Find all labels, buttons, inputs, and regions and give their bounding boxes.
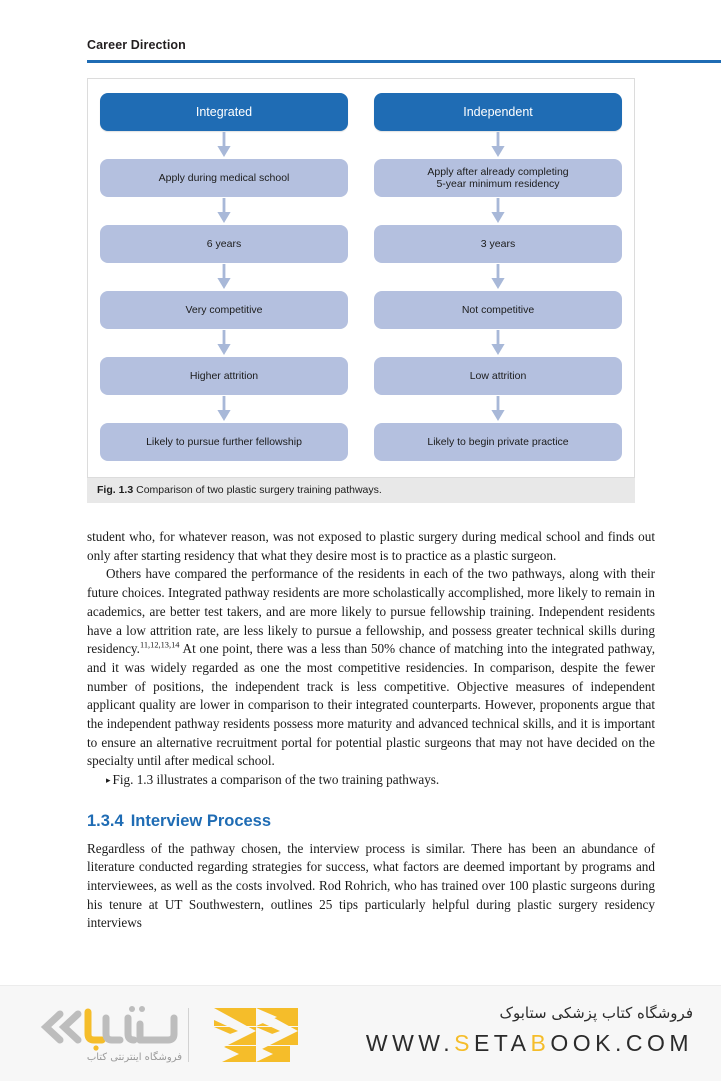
figure-cross-reference: [87, 771, 655, 790]
header-rule: [87, 60, 721, 63]
arrow-down-icon: [374, 197, 622, 225]
section-number: 1.3.4: [87, 811, 124, 830]
flowchart: [100, 93, 622, 461]
arrow-down-icon: [100, 329, 348, 357]
flow-step: Not competitive: [374, 291, 622, 329]
arrow-down-icon: [100, 131, 348, 159]
url-part-www: WWW.: [365, 1030, 455, 1056]
figure-caption-label: Fig. 1.3: [97, 484, 134, 496]
paragraph-interview-process: Regardless of the pathway chosen, the interview process is similar. There has been an abundance of literature conducted regarding strategies for success, what factors are deemed important by programs and interviewees, as well as the costs involved. Rod Rohrich, who has trained over 100 plastic surgeons during his tenure at UT Southwestern, outlines 25 tips particularly helpful during plastic surgery residency interviews: [87, 840, 655, 931]
arrow-down-icon: [374, 263, 622, 291]
page-title: [87, 812, 655, 831]
triangle-right-icon: ▸: [106, 775, 111, 786]
url-part-ookcom: OOK.COM: [550, 1030, 693, 1056]
paragraph-text-before-citation: Others have compared the performance of the residents in each of the two pathways, along with their future choices. Integrated pathway residents are more scholastically accomplished, more likely to remain in academics, are better test takers, and are more likely to pursue fellowship training. Independent residents have a low attrition rate, are less likely to pursue a fellowship, and possess greater technical skills during residency.: [87, 566, 655, 657]
site-tagline-fa: فروشگاه کتاب پزشکی ستابوک: [499, 1004, 693, 1022]
chevron-logo-icon: [208, 1006, 304, 1069]
flow-step: Higher attrition: [100, 357, 348, 395]
setabook-wordmark-icon: [36, 1004, 182, 1059]
flow-step: Apply during medical school: [100, 159, 348, 197]
paragraph-text-after-citation: At one point, there was a less than 50% chance of matching into the integrated pathway, and it was widely regarded as one the most competitive residencies. In comparison, despite the fewer number of positions, the independent track is less competitive. Objective measures of independent applicant quality are lower in comparison to their integrated counterparts. However, proponents argue that the independent pathway residents possess more maturity and advanced technical skills, and it is important to ensure an alternative recruitment portal for potential plastic surgeons that may not have decided on the specialty until after medical school.: [87, 641, 655, 769]
running-head: Career Direction: [87, 38, 186, 52]
arrow-down-icon: [100, 197, 348, 225]
citation-reference: 11,12,13,14: [139, 640, 180, 650]
flow-column-integrated: [100, 93, 348, 461]
flow-header-independent: Independent: [374, 93, 622, 131]
figure-1-3: [87, 78, 635, 503]
logo-divider: [188, 1008, 189, 1062]
footer-watermark: [0, 985, 721, 1081]
flow-step: Likely to begin private practice: [374, 423, 622, 461]
arrow-down-icon: [374, 395, 622, 423]
figure-panel: [87, 78, 635, 478]
arrow-down-icon: [374, 329, 622, 357]
paragraph-pathway-comparison: [87, 565, 655, 771]
flow-step: Low attrition: [374, 357, 622, 395]
url-highlight-s: S: [454, 1030, 474, 1056]
setabook-logo: [36, 1002, 304, 1068]
flow-step: 6 years: [100, 225, 348, 263]
arrow-down-icon: [374, 131, 622, 159]
flow-header-integrated: Integrated: [100, 93, 348, 131]
site-url[interactable]: [366, 1030, 693, 1057]
url-highlight-b: B: [530, 1030, 551, 1056]
flow-step: Likely to pursue further fellowship: [100, 423, 348, 461]
logo-subtitle: فروشگاه اینترنتی کتاب: [86, 1052, 182, 1063]
figure-cross-reference-text: Fig. 1.3 illustrates a comparison of the two training pathways.: [112, 772, 440, 788]
body-text-column: [87, 528, 655, 933]
flow-step: 3 years: [374, 225, 622, 263]
flow-column-independent: [374, 93, 622, 461]
arrow-down-icon: [100, 395, 348, 423]
figure-caption-text: Comparison of two plastic surgery training pathways.: [136, 484, 382, 496]
arrow-down-icon: [100, 263, 348, 291]
section-title: Interview Process: [130, 811, 272, 830]
figure-caption: [87, 478, 635, 503]
paragraph-continuation: student who, for whatever reason, was not exposed to plastic surgery during medical school and finds out only after starting residency that what they desire most is to practice as a plastic surgeon.: [87, 529, 655, 563]
flow-step: Very competitive: [100, 291, 348, 329]
site-info: [366, 1004, 693, 1057]
url-part-eta: ETA: [473, 1030, 531, 1056]
flow-step: Apply after already completing 5-year minimum residency: [374, 159, 622, 197]
